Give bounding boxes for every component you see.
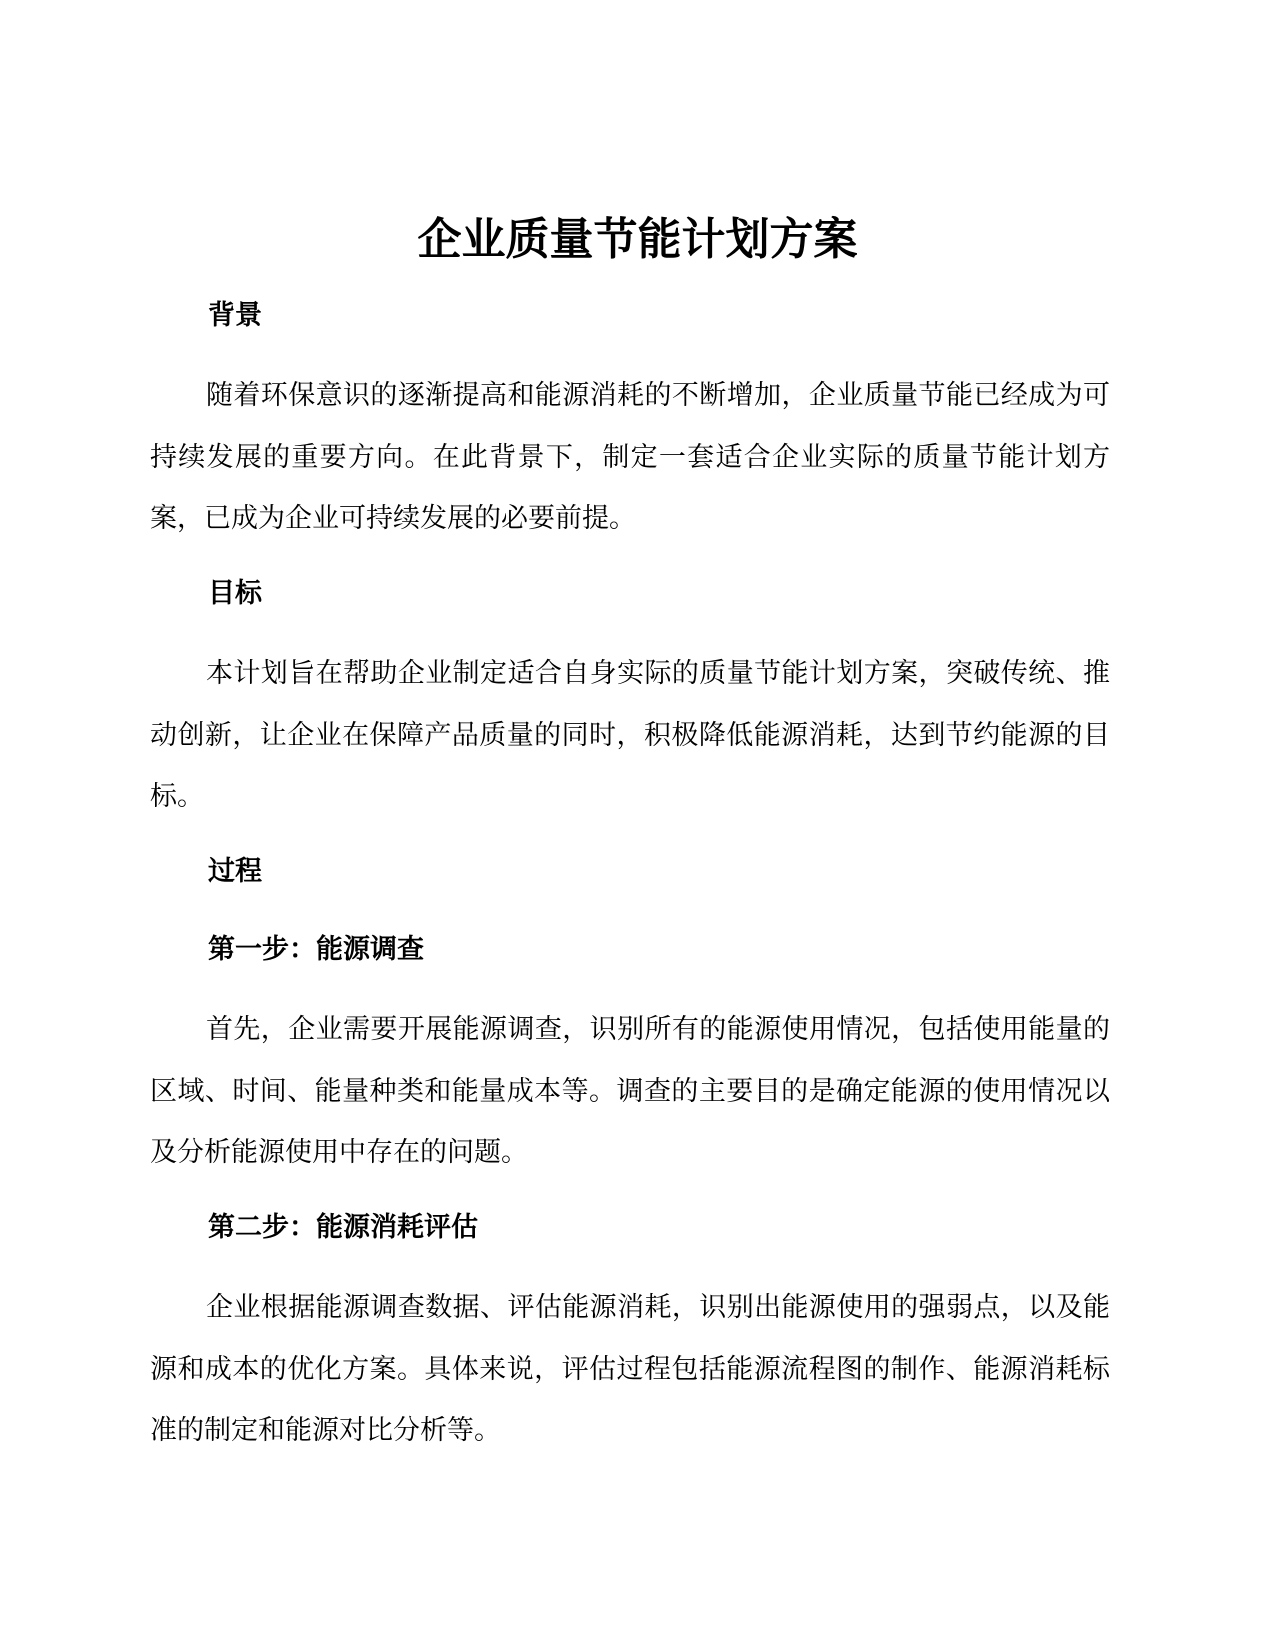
section-heading-step-2: 第二步：能源消耗评估 <box>208 1212 478 1243</box>
section-heading-goal: 目标 <box>208 578 262 609</box>
section-body-step-2: 企业根据能源调查数据、评估能源消耗，识别出能源使用的强弱点，以及能源和成本的优化方案。具体来说，评估过程包括能源流程图的制作、能源消耗标准的制定和能源对比分析等。 <box>150 1292 1110 1446</box>
document-title: 企业质量节能计划方案 <box>417 214 858 265</box>
section-body-background: 随着环保意识的逐渐提高和能源消耗的不断增加，企业质量节能已经成为可持续发展的重要方向。在此背景下，制定一套适合企业实际的质量节能计划方案，已成为企业可持续发展的必要前提。 <box>150 380 1110 534</box>
section-heading-step-1: 第一步：能源调查 <box>208 934 424 965</box>
section-heading-background: 背景 <box>208 300 262 331</box>
section-body-goal: 本计划旨在帮助企业制定适合自身实际的质量节能计划方案，突破传统、推动创新，让企业在保障产品质量的同时，积极降低能源消耗，达到节约能源的目标。 <box>150 658 1110 812</box>
section-body-step-1: 首先，企业需要开展能源调查，识别所有的能源使用情况，包括使用能量的区域、时间、能量种类和能量成本等。调查的主要目的是确定能源的使用情况以及分析能源使用中存在的问题。 <box>150 1014 1110 1168</box>
section-heading-process: 过程 <box>208 856 262 887</box>
